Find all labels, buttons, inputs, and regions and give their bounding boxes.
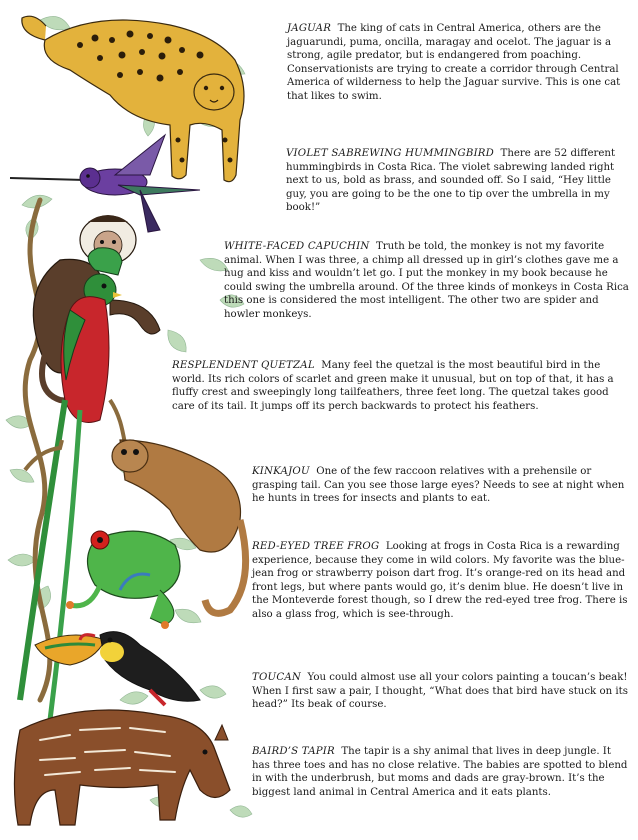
entry-text: You could almost use all your colors painting a toucan’s beak! When I first saw a pair, I thought, “What does that bird have stuck on its head?” Its beak of course. bbox=[252, 672, 628, 711]
entry-toucan bbox=[252, 671, 630, 712]
entry-title: BAIRD’S TAPIR bbox=[252, 746, 335, 757]
entry-title: RED-EYED TREE FROG bbox=[252, 541, 380, 552]
toucan-illustration bbox=[35, 632, 200, 705]
entry-text: Truth be told, the monkey is not my favorite animal. When I was three, a chimp all dressed up in girl’s clothes gave me a hug and kiss and wouldn’t let go. I put the monkey in my book because he could swing the umbrella around. Of the three kinds of monkeys in Costa Rica this one is considered the most intelligent. The other two are spider and howler monkeys. bbox=[224, 241, 629, 320]
entry-kinkajou bbox=[252, 465, 630, 506]
entry-tapir bbox=[252, 745, 630, 799]
entry-tree-frog bbox=[252, 540, 630, 622]
entry-jaguar bbox=[287, 22, 629, 104]
entry-title: RESPLENDENT QUETZAL bbox=[172, 360, 315, 371]
entry-title: TOUCAN bbox=[252, 672, 301, 683]
entry-title: KINKAJOU bbox=[252, 466, 310, 477]
entry-text: The tapir is a shy animal that lives in deep jungle. It has three toes and has no close relative. The babies are spotted to blend in with the underbrush, but moms and dads are gray-brown. It’s the biggest land animal in Central America and it eats plants. bbox=[252, 746, 628, 798]
entry-text: There are 52 different hummingbirds in Costa Rica. The violet sabrewing landed right next to us, bold as brass, and sounded off. So I said, “Hey little guy, you are going to be the one to tip over the umbrella in my book!” bbox=[286, 148, 616, 214]
entry-text: Looking at frogs in Costa Rica is a rewarding experience, because they come in wild colors. My favorite was the blue-jean frog or strawberry poison dart frog. It’s orange-red on its head and front legs, but where pants would go, it’s denim blue. He doesn’t live in the Monteverde forest though, so I drew the red-eyed tree frog. There is also a glass frog, which is see-through. bbox=[252, 541, 628, 620]
jaguar-illustration bbox=[22, 16, 244, 181]
entry-capuchin bbox=[224, 240, 630, 322]
entry-quetzal bbox=[172, 359, 630, 413]
tree-frog-illustration bbox=[66, 531, 180, 629]
entry-title: WHITE-FACED CAPUCHIN bbox=[224, 241, 370, 252]
entry-text: One of the few raccoon relatives with a prehensile or grasping tail. Can you see those large eyes? Needs to see at night when he hunts in trees for insects and plants to eat. bbox=[252, 466, 625, 505]
tapir-illustration bbox=[14, 710, 230, 825]
entry-hummingbird bbox=[286, 147, 630, 215]
entry-title: JAGUAR bbox=[287, 23, 332, 34]
entry-title: VIOLET SABREWING HUMMINGBIRD bbox=[286, 148, 495, 159]
entry-text: The king of cats in Central America, others are the jaguarundi, puma, oncilla, maragay and ocelot. The jaguar is a strong, agile predator, but is endangered from poaching. Conservationists are trying to create a corridor through Central America of wilderness to help the Jaguar survive. This is one cat that likes to swim. bbox=[287, 23, 621, 102]
entry-text: Many feel the quetzal is the most beautiful bird in the world. Its rich colors of scarlet and green make it unusual, but on top of that, it has a fluffy crest and sweepingly long tailfeathers, three feet long. The quetzal takes good care of its tail. It jumps off its perch backwards to protect his feathers. bbox=[172, 360, 614, 412]
